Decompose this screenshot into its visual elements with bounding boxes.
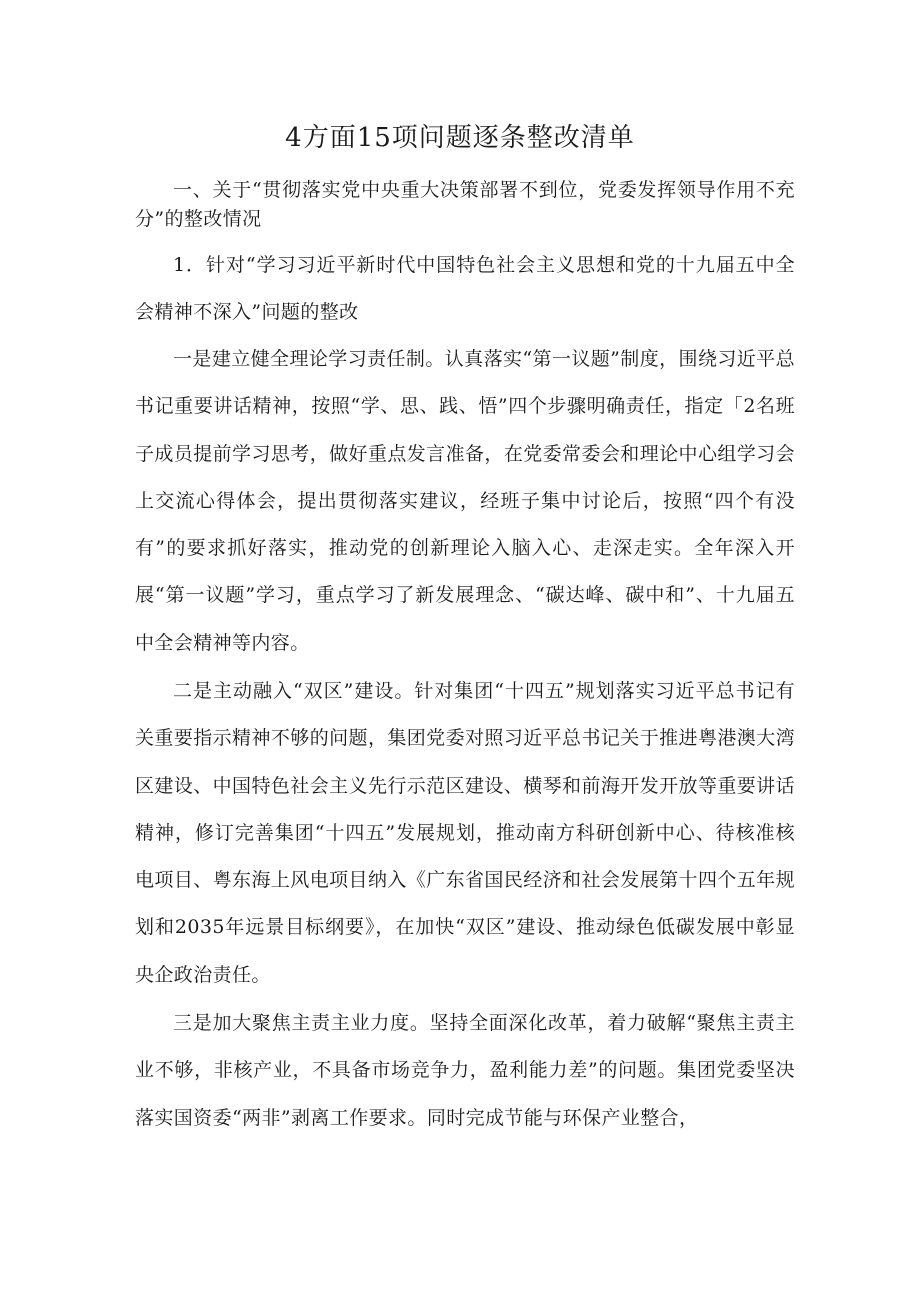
section-heading: 一、关于“贯彻落实党中央重大决策部署不到位，党委发挥领导作用不充分”的整改情况: [135, 179, 795, 230]
subsection-heading: 1．针对“学习习近平新时代中国特色社会主义思想和党的十九届五中全会精神不深入”问题的整改: [135, 254, 795, 323]
paragraph-core-business: 三是加大聚焦主责主业力度。坚持全面深化改革，着力破解“聚焦主责主业不够，非核产业，不具备市场竞争力，盈利能力差”的问题。集团党委坚决落实国资委“两非”剥离工作要求。同时完成节能与环保产业整合，: [135, 1012, 795, 1129]
paragraph-theory-study: 一是建立健全理论学习责任制。认真落实“第一议题”制度，围绕习近平总书记重要讲话精神，按照“学、思、践、悟”四个步骤明确责任，指定「2名班子成员提前学习思考，做好重点发言准备，在党委常委会和理论中心组学习会上交流心得体会，提出贯彻落实建议，经班子集中讨论后，按照“四个有没有”的要求抓好落实，推动党的创新理论入脑入心、走深走实。全年深入开展“第一议题”学习，重点学习了新发展理念、“碳达峰、碳中和”、十九届五中全会精神等内容。: [135, 348, 795, 654]
document-title: 4方面15项问题逐条整改清单: [285, 123, 635, 153]
paragraph-dual-zone: 二是主动融入“双区”建设。针对集团“十四五”规划落实习近平总书记有关重要指示精神不够的问题，集团党委对照习近平总书记关于推进粤港澳大湾区建设、中国特色社会主义先行示范区建设、横琴和前海开发开放等重要讲话精神，修订完善集团“十四五”发展规划，推动南方科研创新中心、待核准核电项目、粤东海上风电项目纳入《广东省国民经济和社会发展第十四个五年规划和2035年远景目标纲要》，在加快“双区”建设、推动绿色低碳发展中彰显央企政治责任。: [135, 680, 795, 986]
